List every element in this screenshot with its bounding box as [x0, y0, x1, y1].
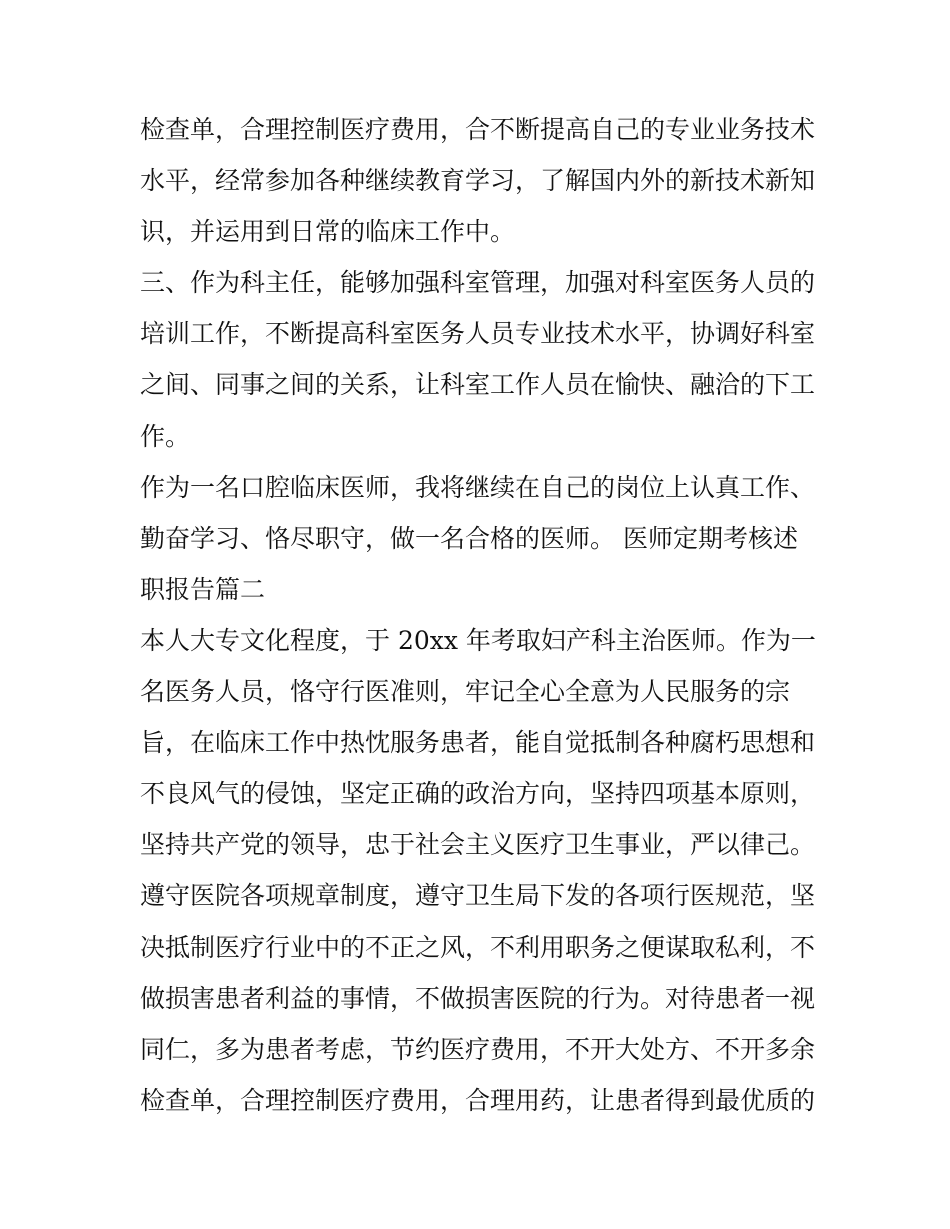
body-text	[140, 104, 820, 1126]
text-line: 培训工作，不断提高科室医务人员专业技术水平，协调好科室	[140, 319, 816, 349]
text-line: 检查单，合理控制医疗费用，合不断提高自己的专业业务技术	[140, 115, 816, 144]
text-line: 坚持共产党的领导，忠于社会主义医疗卫生事业，严以律己。	[140, 830, 816, 860]
text-line: 做损害患者利益的事情，不做损害医院的行为。对待患者一视	[140, 983, 816, 1013]
text-line: 名医务人员，恪守行医准则，牢记全心全意为人民服务的宗	[140, 677, 791, 707]
text-line: 之间、同事之间的关系，让科室工作人员在愉快、融洽的下工	[140, 370, 816, 400]
text-line: 决抵制医疗行业中的不正之风，不利用职务之便谋取私利，不	[140, 932, 816, 962]
text-line: 遵守医院各项规章制度，遵守卫生局下发的各项行医规范，坚	[140, 881, 816, 911]
text-line: 勤奋学习、恪尽职守，做一名合格的医师。 医师定期考核述	[140, 523, 798, 553]
text-line: 作。	[140, 421, 191, 451]
text-line: 旨，在临床工作中热忱服务患者，能自觉抵制各种腐朽思想和	[140, 728, 816, 758]
text-line: 本人大专文化程度，于 20xx 年考取妇产科主治医师。作为一	[140, 625, 816, 655]
text-line: 作为一名口腔临床医师，我将继续在自己的岗位上认真工作、	[140, 472, 816, 502]
text-line: 不良风气的侵蚀，坚定正确的政治方向，坚持四项基本原则，	[140, 779, 816, 809]
text-line: 同仁，多为患者考虑，节约医疗费用，不开大处方、不开多余	[140, 1034, 816, 1064]
text-line: 水平，经常参加各种继续教育学习，了解国内外的新技术新知	[140, 166, 816, 196]
text-line: 检查单，合理控制医疗费用，合理用药，让患者得到最优质的	[140, 1085, 816, 1115]
text-line: 识，并运用到日常的临床工作中。	[140, 217, 516, 247]
text-line: 三、作为科主任，能够加强科室管理，加强对科室医务人员的	[140, 268, 816, 298]
section-heading: 职报告篇二	[140, 574, 266, 604]
